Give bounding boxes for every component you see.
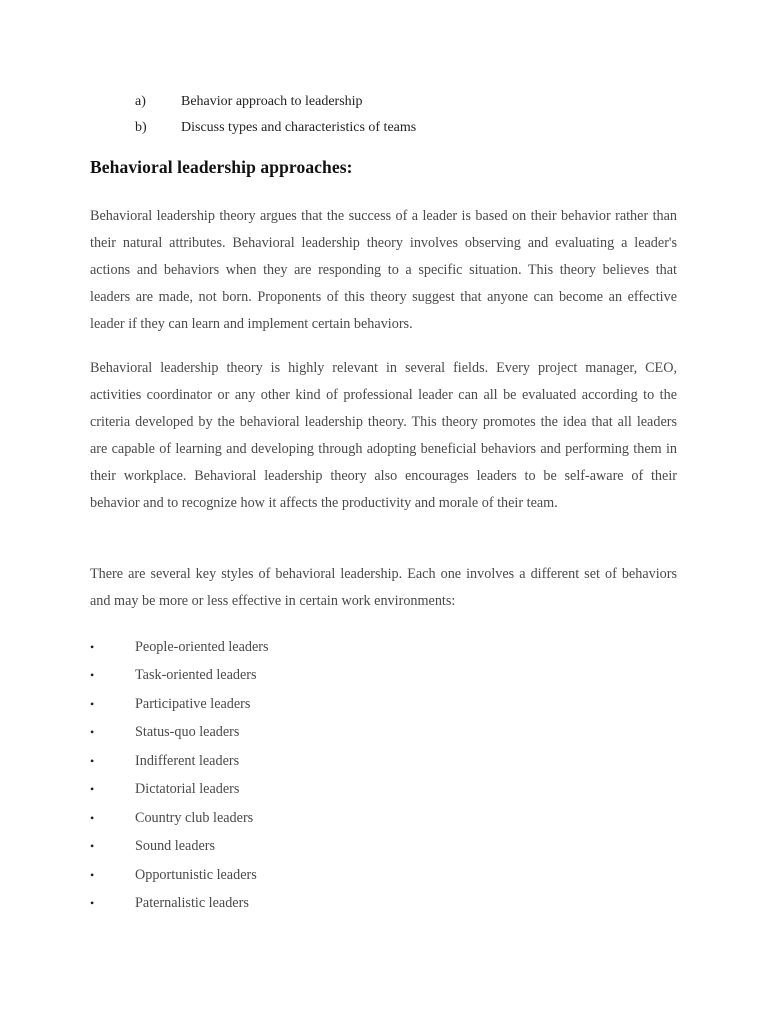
list-item-text: Indifferent leaders <box>135 752 240 769</box>
task-text: Behavior approach to leadership <box>181 94 363 109</box>
paragraph-relevance: Behavioral leadership theory is highly relevant in several fields. Every project manager, CEO, activities coordinator or any other kind of professional leader can all be evaluated according to the criteria developed by the behavioral leadership theory. This theory promotes the idea that all leaders are capable of learning and developing through adopting beneficial behaviors and performing them in their workplace. Behavioral leadership theory also encourages leaders to be self-aware of their behavior and to recognize how it affects the productivity and morale of their team. <box>90 360 677 512</box>
task-list <box>135 92 416 144</box>
task-item <box>135 92 416 118</box>
bullet-icon: • <box>90 782 95 797</box>
bullet-icon: • <box>90 696 95 711</box>
list-item-text: Opportunistic leaders <box>135 866 257 883</box>
task-marker: a) <box>135 94 146 109</box>
task-item <box>135 118 416 144</box>
list-item-text: Sound leaders <box>135 838 215 855</box>
list-item-text: Participative leaders <box>135 695 251 712</box>
list-item <box>90 747 269 776</box>
leadership-styles-list <box>90 633 269 918</box>
bullet-icon: • <box>90 753 95 768</box>
list-item <box>90 833 269 862</box>
list-item <box>90 776 269 805</box>
list-item <box>90 861 269 890</box>
bullet-icon: • <box>90 668 95 683</box>
list-item <box>90 690 269 719</box>
paragraph-styles-intro: There are several key styles of behavioral leadership. Each one involves a different set of behaviors and may be more or less effective in certain work environments: <box>90 566 677 610</box>
list-item-text: Country club leaders <box>135 809 254 826</box>
list-item <box>90 804 269 833</box>
bullet-icon: • <box>90 867 95 882</box>
list-item-text: Dictatorial leaders <box>135 781 240 798</box>
section-heading: Behavioral leadership approaches: <box>90 157 353 177</box>
bullet-icon: • <box>90 839 95 854</box>
task-text: Discuss types and characteristics of teams <box>181 120 417 135</box>
bullet-icon: • <box>90 810 95 825</box>
bullet-icon: • <box>90 725 95 740</box>
list-item-text: Paternalistic leaders <box>135 895 249 912</box>
bullet-icon: • <box>90 639 95 654</box>
list-item-text: Status-quo leaders <box>135 724 240 741</box>
list-item <box>90 633 269 662</box>
list-item <box>90 890 269 919</box>
list-item-text: People-oriented leaders <box>135 638 269 655</box>
list-item <box>90 662 269 691</box>
list-item-text: Task-oriented leaders <box>135 667 257 684</box>
task-marker: b) <box>135 120 147 135</box>
paragraph-definition: Behavioral leadership theory argues that the success of a leader is based on their behavior rather than their natural attributes. Behavioral leadership theory involves observing and evaluating a leader's actions and behaviors when they are responding to a specific situation. This theory believes that leaders are made, not born. Proponents of this theory suggest that anyone can become an effective leader if they can learn and implement certain behaviors. <box>90 208 677 333</box>
bullet-icon: • <box>90 896 95 911</box>
list-item <box>90 719 269 748</box>
